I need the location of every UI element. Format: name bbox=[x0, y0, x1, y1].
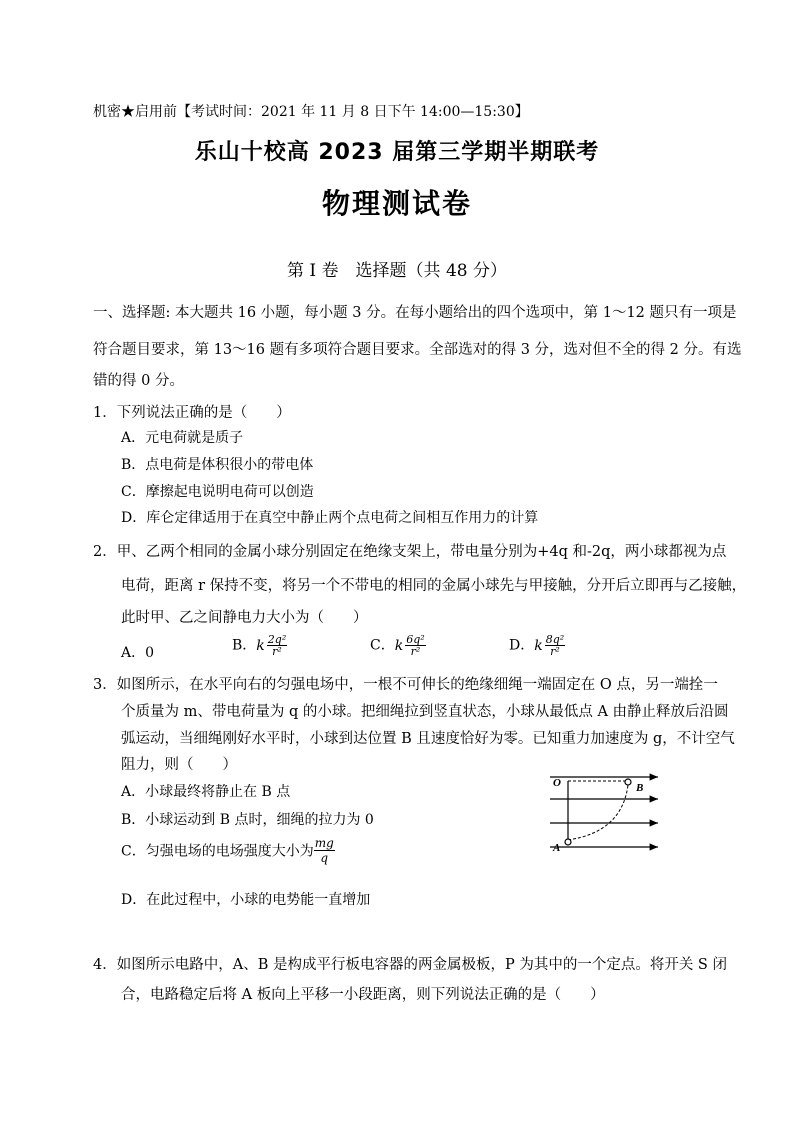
q2-line-1: 2．甲、乙两个相同的金属小球分别固定在绝缘支架上，带电量分别为+4q 和-2q，两小球都视为点 bbox=[93, 544, 727, 560]
q1-option-a: A．元电荷就是质子 bbox=[121, 430, 244, 446]
label-a: A bbox=[553, 842, 561, 854]
q1-stem: 1．下列说法正确的是（ ） bbox=[93, 405, 291, 421]
q2-option-c-denominator: r² bbox=[410, 645, 421, 658]
q2-option-d bbox=[509, 634, 565, 657]
ball-at-b bbox=[625, 779, 631, 785]
q2-option-c-numerator: 6q² bbox=[406, 633, 425, 646]
q2-option-c-label: C． bbox=[370, 637, 395, 654]
q1-option-c: C．摩擦起电说明电荷可以创造 bbox=[121, 484, 314, 500]
q2-option-b-numerator: 2q² bbox=[267, 633, 287, 646]
q4-line-1: 4．如图所示电路中，A、B 是构成平行板电容器的两金属极板，P 为其中的一个定点。将开关 S 闭 bbox=[93, 957, 727, 973]
q3-option-d: D．在此过程中，小球的电势能一直增加 bbox=[121, 892, 371, 908]
q2-option-b-label: B． bbox=[232, 637, 257, 654]
q3-option-b: B．小球运动到 B 点时，细绳的拉力为 0 bbox=[121, 812, 374, 828]
q4-line-2: 合，电路稳定后将 A 板向上平移一小段距离，则下列说法正确的是（ ） bbox=[121, 987, 605, 1003]
q3-line-2: 个质量为 m、带电荷量为 q 的小球。把细绳拉到竖直状态，小球从最低点 A 由静止释放后沿圆 bbox=[121, 704, 729, 720]
q1-option-b: B．点电荷是体积很小的带电体 bbox=[121, 457, 314, 473]
q2-option-c bbox=[370, 634, 426, 657]
confidential-header: 机密★启用前【考试时间：2021 年 11 月 8 日下午 14:00—15:30】 bbox=[93, 104, 529, 120]
q2-option-d-fraction bbox=[545, 634, 565, 657]
q2-option-b-denominator: r² bbox=[272, 645, 282, 658]
q1-option-d: D．库仑定律适用于在真空中静止两个点电荷之间相互作用力的计算 bbox=[121, 510, 539, 526]
q2-line-3: 此时甲、乙之间静电力大小为（ ） bbox=[121, 610, 368, 626]
q2-option-a: A．0 bbox=[121, 645, 155, 661]
section-heading: 第 I 卷 选择题（共 48 分） bbox=[287, 261, 507, 281]
exam-subtitle: 物理测试卷 bbox=[321, 187, 472, 220]
q3-option-c-label: C．匀强电场的电场强度大小为 bbox=[121, 843, 314, 860]
q2-option-c-fraction bbox=[405, 634, 425, 657]
instructions-line-3: 错的得 0 分。 bbox=[93, 373, 184, 389]
q3-line-4: 阻力，则（ ） bbox=[121, 757, 237, 773]
q3-option-a: A．小球最终将静止在 B 点 bbox=[121, 784, 291, 800]
q3-line-1: 3．如图所示，在水平向右的匀强电场中，一根不可伸长的绝缘细绳一端固定在 O 点，另一端拴一 bbox=[93, 677, 718, 693]
q2-line-2: 电荷，距离 r 保持不变，将另一个不带电的相同的金属小球先与甲接触，分开后立即再与乙接触， bbox=[121, 578, 747, 594]
label-b: B bbox=[636, 782, 644, 794]
instructions-line-1: 一、选择题: 本大题共 16 小题，每小题 3 分。在每小题给出的四个选项中，第 1～12 题只有一项是 bbox=[93, 305, 737, 321]
ball-at-a bbox=[565, 839, 571, 845]
q2-option-d-numerator: 8q² bbox=[545, 633, 565, 646]
q3-line-3: 弧运动，当细绳刚好水平时，小球到达位置 B 且速度恰好为零。已知重力加速度为 g，不计空气 bbox=[121, 731, 735, 747]
q2-option-b-k: k bbox=[256, 637, 265, 654]
q3-option-c bbox=[121, 836, 335, 865]
q2-option-d-k: k bbox=[534, 637, 543, 654]
exam-title: 乐山十校高 2023 届第三学期半期联考 bbox=[194, 140, 600, 165]
q2-option-c-k: k bbox=[394, 637, 404, 654]
q3-option-c-fraction bbox=[314, 836, 335, 865]
q2-option-d-denominator: r² bbox=[550, 645, 560, 658]
label-o: O bbox=[553, 777, 561, 789]
q3-field-diagram bbox=[548, 770, 664, 856]
arc-trajectory bbox=[568, 785, 628, 840]
instructions-line-2: 符合题目要求，第 13～16 题有多项符合题目要求。全部选对的得 3 分，选对但不全的得 2 分。有选 bbox=[93, 342, 742, 358]
q3-option-c-numerator: mg bbox=[314, 836, 334, 850]
q3-option-c-denominator: q bbox=[320, 851, 329, 865]
q2-option-b-fraction bbox=[267, 634, 287, 657]
q2-option-b bbox=[232, 634, 287, 657]
q2-option-d-label: D． bbox=[509, 637, 535, 654]
